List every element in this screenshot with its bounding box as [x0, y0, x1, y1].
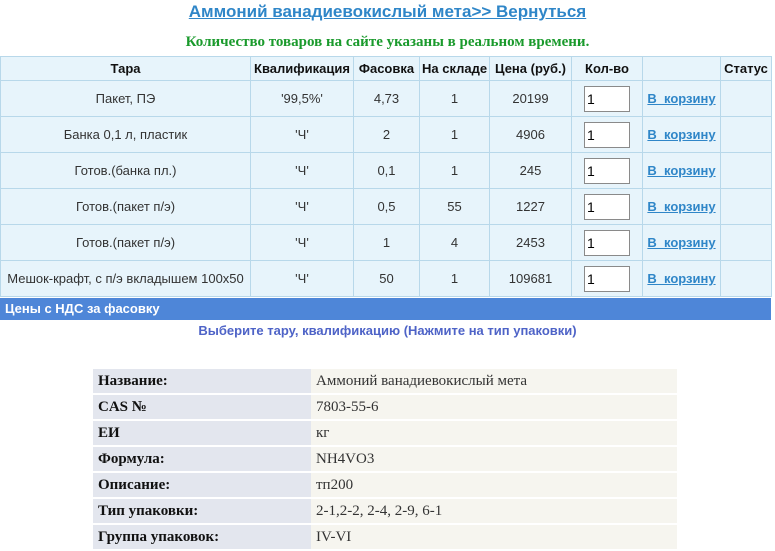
cell-qualification: 'Ч'	[251, 153, 354, 189]
col-header-cart	[643, 57, 721, 81]
quantity-input[interactable]	[584, 158, 630, 184]
cell-qualification: 'Ч'	[251, 225, 354, 261]
cell-status	[721, 117, 772, 153]
quantity-input[interactable]	[584, 122, 630, 148]
cell-price: 4906	[490, 117, 572, 153]
property-label: Описание:	[93, 473, 311, 497]
cell-cart	[643, 189, 721, 225]
cell-stock: 1	[420, 81, 490, 117]
table-header-row	[1, 57, 772, 81]
products-table	[0, 56, 772, 297]
realtime-notice: Количество товаров на сайте указаны в реальном времени.	[185, 34, 590, 50]
cell-qualification: 'Ч'	[251, 117, 354, 153]
cell-qualification: '99,5%'	[251, 81, 354, 117]
cell-qty	[572, 153, 643, 189]
col-header-qualification: Квалификация	[251, 57, 354, 81]
cell-tara[interactable]: Готов.(пакет п/э)	[1, 225, 251, 261]
cell-status	[721, 261, 772, 297]
col-header-tara: Тара	[1, 57, 251, 81]
table-row	[1, 153, 772, 189]
property-row	[93, 369, 677, 393]
quantity-input[interactable]	[584, 86, 630, 112]
property-label: Название:	[93, 369, 311, 393]
cell-qualification: 'Ч'	[251, 261, 354, 297]
cell-tara[interactable]: Готов.(пакет п/э)	[1, 189, 251, 225]
table-row	[1, 261, 772, 297]
table-row	[1, 117, 772, 153]
property-value: 2-1,2-2, 2-4, 2-9, 6-1	[311, 499, 677, 523]
property-row	[93, 421, 677, 445]
add-to-cart-link[interactable]: В_корзину	[647, 235, 716, 250]
quantity-input[interactable]	[584, 266, 630, 292]
property-row	[93, 525, 677, 549]
cell-price: 1227	[490, 189, 572, 225]
property-value: IV-VI	[311, 525, 677, 549]
cell-status	[721, 81, 772, 117]
cell-price: 20199	[490, 81, 572, 117]
property-row	[93, 447, 677, 471]
property-row	[93, 499, 677, 523]
cell-packing: 50	[354, 261, 420, 297]
cell-stock: 1	[420, 261, 490, 297]
col-header-qty: Кол-во	[572, 57, 643, 81]
cell-price: 109681	[490, 261, 572, 297]
cell-status	[721, 189, 772, 225]
property-value: тп200	[311, 473, 677, 497]
add-to-cart-link[interactable]: В_корзину	[647, 127, 716, 142]
property-label: ЕИ	[93, 421, 311, 445]
cell-tara[interactable]: Готов.(банка пл.)	[1, 153, 251, 189]
col-header-price: Цена (руб.)	[490, 57, 572, 81]
property-label: CAS №	[93, 395, 311, 419]
cell-qty	[572, 117, 643, 153]
cell-price: 245	[490, 153, 572, 189]
cell-tara[interactable]: Пакет, ПЭ	[1, 81, 251, 117]
property-value: Аммоний ванадиевокислый мета	[311, 369, 677, 393]
cell-stock: 1	[420, 153, 490, 189]
cell-stock: 55	[420, 189, 490, 225]
col-header-stock: На складе	[420, 57, 490, 81]
cell-packing: 2	[354, 117, 420, 153]
vat-notice-bar: Цены с НДС за фасовку	[0, 298, 771, 320]
cell-cart	[643, 117, 721, 153]
add-to-cart-link[interactable]: В_корзину	[647, 271, 716, 286]
cell-tara[interactable]: Мешок-крафт, с п/э вкладышем 100x50	[1, 261, 251, 297]
cell-stock: 4	[420, 225, 490, 261]
back-link[interactable]: Аммоний ванадиевокислый мета>> Вернуться	[188, 2, 587, 21]
property-label: Тип упаковки:	[93, 499, 311, 523]
cell-packing: 4,73	[354, 81, 420, 117]
cell-qualification: 'Ч'	[251, 189, 354, 225]
cell-qty	[572, 81, 643, 117]
table-row	[1, 81, 772, 117]
cell-packing: 0,1	[354, 153, 420, 189]
property-value: NH4VO3	[311, 447, 677, 471]
cell-packing: 0,5	[354, 189, 420, 225]
property-value: 7803-55-6	[311, 395, 677, 419]
add-to-cart-link[interactable]: В_корзину	[647, 199, 716, 214]
property-value: кг	[311, 421, 677, 445]
property-row	[93, 473, 677, 497]
quantity-input[interactable]	[584, 230, 630, 256]
col-header-status: Статус	[721, 57, 772, 81]
selection-hint: Выберите тару, квалификацию (Нажмите на тип упаковки)	[198, 323, 577, 338]
table-row	[1, 225, 772, 261]
cell-cart	[643, 81, 721, 117]
quantity-input[interactable]	[584, 194, 630, 220]
cell-qty	[572, 225, 643, 261]
table-row	[1, 189, 772, 225]
property-row	[93, 395, 677, 419]
cell-price: 2453	[490, 225, 572, 261]
add-to-cart-link[interactable]: В_корзину	[647, 91, 716, 106]
cell-qty	[572, 261, 643, 297]
cell-qty	[572, 189, 643, 225]
cell-tara[interactable]: Банка 0,1 л, пластик	[1, 117, 251, 153]
cell-status	[721, 225, 772, 261]
col-header-packing: Фасовка	[354, 57, 420, 81]
cell-stock: 1	[420, 117, 490, 153]
cell-cart	[643, 225, 721, 261]
properties-table	[93, 367, 677, 551]
cell-status	[721, 153, 772, 189]
cell-packing: 1	[354, 225, 420, 261]
cell-cart	[643, 261, 721, 297]
property-label: Формула:	[93, 447, 311, 471]
property-label: Группа упаковок:	[93, 525, 311, 549]
add-to-cart-link[interactable]: В_корзину	[647, 163, 716, 178]
cell-cart	[643, 153, 721, 189]
